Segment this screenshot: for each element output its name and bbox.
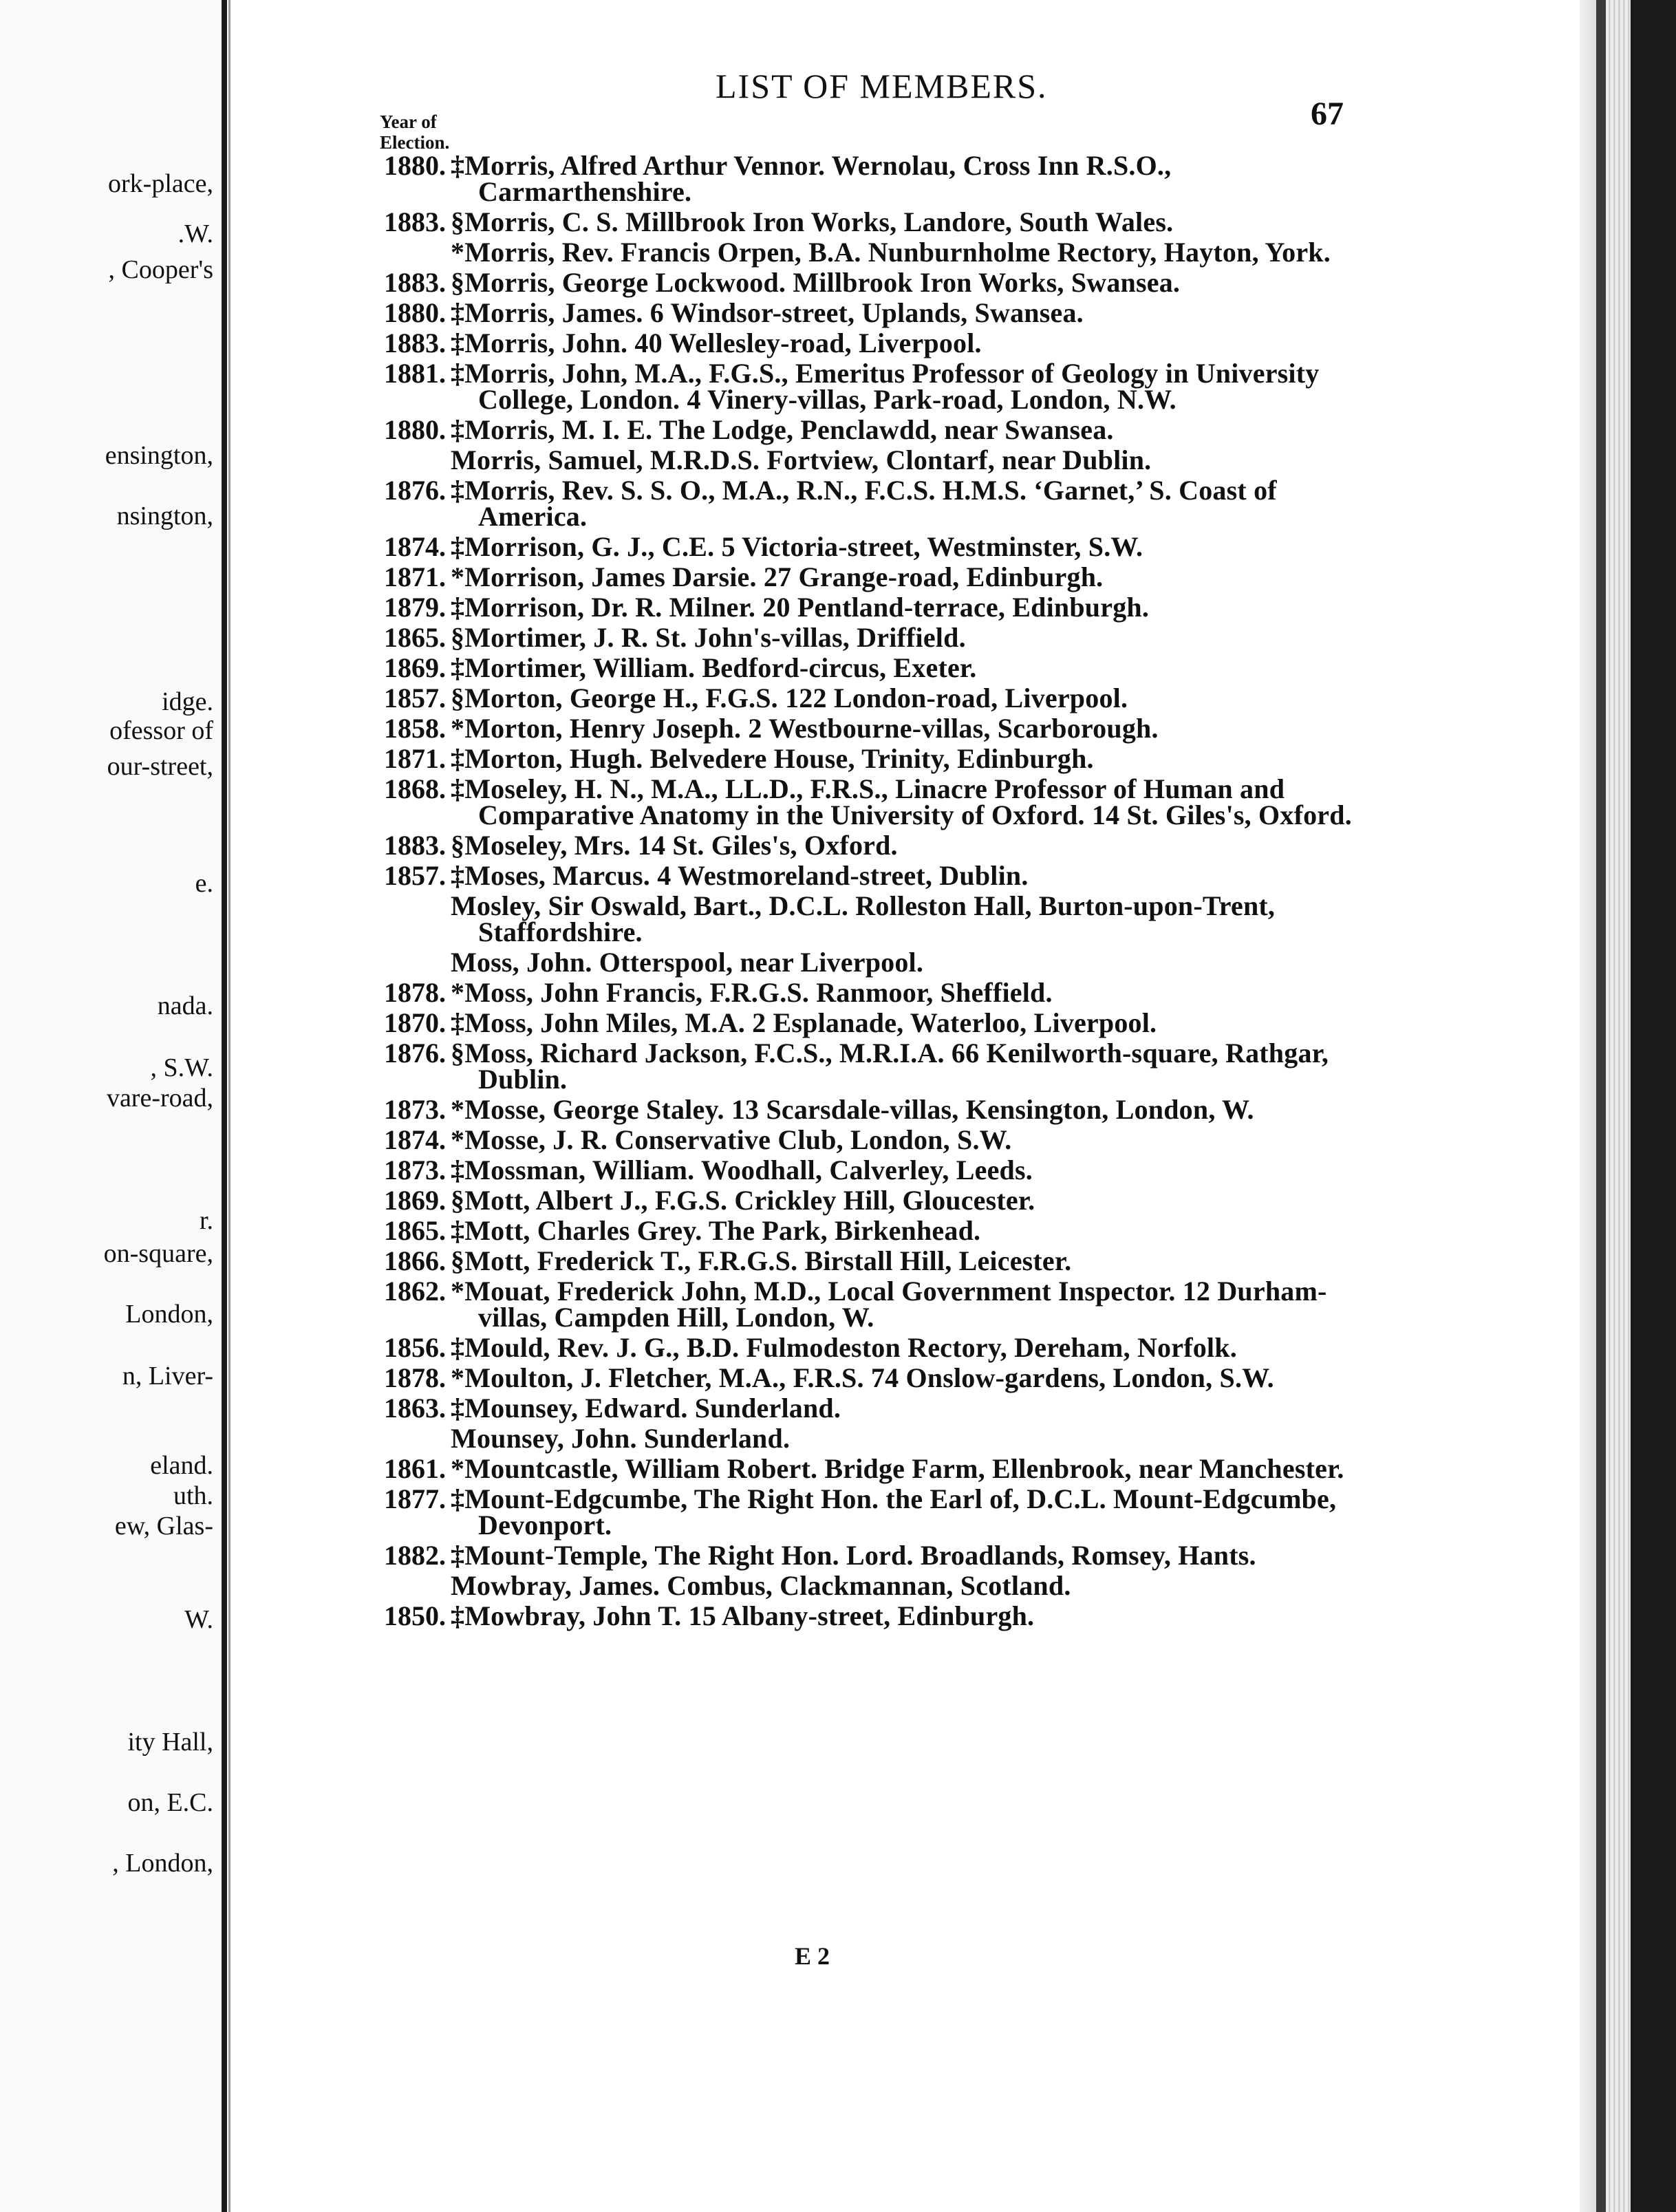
member-entry [0, 1570, 1376, 1601]
member-details: ‡Moseley, H. N., M.A., LL.D., F.R.S., Linacre Professor of Human and Comparative Anatomy in the University of Oxford. 14 St. Giles's, Oxford. [451, 773, 1352, 830]
member-entry [0, 1600, 1376, 1631]
facing-page-fragment: London, [125, 1300, 213, 1329]
member-details: ‡Morris, John, M.A., F.G.S., Emeritus Professor of Geology in University College, London. 4 Vinery-villas, Park-road, London, N.W. [451, 358, 1320, 415]
member-entry [0, 239, 1376, 266]
election-year: 1880. [384, 414, 446, 445]
member-details: ‡Morrison, G. J., C.E. 5 Victoria-street, Westminster, S.W. [451, 531, 1143, 562]
member-details: §Morton, George H., F.G.S. 122 London-road, Liverpool. [451, 683, 1128, 713]
member-entry [0, 1185, 1376, 1216]
member-entry [0, 1124, 1376, 1155]
election-year: 1863. [384, 1393, 446, 1424]
member-details: §Morris, C. S. Millbrook Iron Works, Landore, South Wales. [451, 206, 1174, 237]
facing-page-fragment: e. [195, 869, 213, 898]
member-details: ‡Mowbray, John T. 15 Albany-street, Edinburgh. [451, 1600, 1035, 1631]
election-year: 1857. [384, 683, 446, 713]
election-year: 1878. [384, 1362, 446, 1393]
facing-page-fragment: ofessor of [109, 716, 213, 745]
member-details: ‡Mould, Rev. J. G., B.D. Fulmodeston Rectory, Dereham, Norfolk. [451, 1332, 1237, 1363]
member-details: *Moulton, J. Fletcher, M.A., F.R.S. 74 Onslow-gardens, London, S.W. [451, 1362, 1274, 1393]
election-year: 1880. [384, 150, 446, 181]
election-year: 1856. [384, 1332, 446, 1363]
facing-page-fragment: nada. [157, 991, 213, 1020]
member-details: Morris, Samuel, M.R.D.S. Fortview, Clontarf, near Dublin. [451, 444, 1152, 475]
election-year: 1883. [384, 206, 446, 237]
member-details: §Moss, Richard Jackson, F.C.S., M.R.I.A. 66 Kenilworth-square, Rathgar, Dublin. [451, 1038, 1329, 1095]
member-details: ‡Mott, Charles Grey. The Park, Birkenhead. [451, 1215, 981, 1246]
member-details: ‡Morris, John. 40 Wellesley-road, Liverpool. [451, 327, 982, 358]
member-entry [0, 1157, 1376, 1183]
member-entry [0, 561, 1376, 592]
member-details: ‡Mount-Edgcumbe, The Right Hon. the Earl of, D.C.L. Mount-Edgcumbe, Devonport. [451, 1483, 1337, 1540]
page-number: 67 [1311, 96, 1344, 132]
facing-page-fragment: .W. [178, 219, 213, 248]
member-details: ‡Mortimer, William. Bedford-circus, Exeter. [451, 652, 977, 683]
member-entry [0, 1540, 1376, 1571]
member-entry [0, 594, 1376, 621]
election-year: 1873. [384, 1155, 446, 1185]
facing-page-fragment: r. [199, 1206, 213, 1235]
election-year: 1881. [384, 358, 446, 389]
member-entry [0, 1483, 1376, 1540]
facing-page-fragment: ew, Glas- [114, 1512, 213, 1540]
member-entry [0, 477, 1376, 530]
member-details: §Mott, Albert J., F.G.S. Crickley Hill, Gloucester. [451, 1185, 1035, 1216]
running-header: LIST OF MEMBERS. [716, 67, 1048, 105]
facing-page-fragment: , London, [112, 1849, 213, 1878]
member-details: *Mountcastle, William Robert. Bridge Farm, Ellenbrook, near Manchester. [451, 1453, 1344, 1484]
election-year: 1870. [384, 1007, 446, 1038]
member-details: ‡Morton, Hugh. Belvedere House, Trinity, Edinburgh. [451, 743, 1094, 774]
member-details: Mowbray, James. Combus, Clackmannan, Scotland. [451, 1570, 1071, 1601]
member-details: ‡Morris, Rev. S. S. O., M.A., R.N., F.C.S. H.M.S. ‘Garnet,’ S. Coast of America. [451, 475, 1277, 532]
member-details: Mounsey, John. Sunderland. [451, 1423, 791, 1454]
facing-page-fragment: ity Hall, [127, 1728, 213, 1757]
election-year: 1878. [384, 977, 446, 1008]
facing-page-fragment: on-square, [103, 1239, 213, 1268]
election-year: 1883. [384, 327, 446, 358]
facing-page-fragment: ork-place, [108, 169, 213, 198]
election-year: 1871. [384, 561, 446, 592]
facing-page-fragment: on, E.C. [127, 1788, 213, 1817]
year-of-election-label: Year of Election. [380, 111, 450, 153]
book-cover-edge [1631, 0, 1676, 2212]
member-details: ‡Mossman, William. Woodhall, Calverley, Leeds. [451, 1155, 1033, 1185]
member-details: Mosley, Sir Oswald, Bart., D.C.L. Rolleston Hall, Burton-upon-Trent, Staffordshire. [451, 890, 1276, 947]
member-entry [0, 1007, 1376, 1038]
facing-page-fragment: eland. [150, 1451, 213, 1480]
election-year: 1869. [384, 652, 446, 683]
member-entry [0, 890, 1376, 947]
election-year: 1866. [384, 1245, 446, 1276]
election-year: 1857. [384, 860, 446, 891]
election-year: 1879. [384, 592, 446, 623]
member-entry [0, 358, 1376, 415]
member-entry [0, 414, 1376, 445]
member-entry [0, 1215, 1376, 1246]
member-details: ‡Mount-Temple, The Right Hon. Lord. Broadlands, Romsey, Hants. [451, 1540, 1256, 1571]
member-details: ‡Morris, M. I. E. The Lodge, Penclawdd, near Swansea. [451, 414, 1114, 445]
member-entry [0, 1332, 1376, 1363]
election-year: 1877. [384, 1483, 446, 1514]
member-entry [0, 444, 1376, 475]
member-entry [0, 977, 1376, 1008]
member-details: ‡Morris, Alfred Arthur Vennor. Wernolau, Cross Inn R.S.O., Carmarthenshire. [451, 150, 1172, 207]
page-stack-edges [1606, 0, 1631, 2212]
election-year: 1858. [384, 713, 446, 744]
election-year: 1862. [384, 1276, 446, 1307]
signature-mark: E 2 [795, 1942, 830, 1970]
member-entry [0, 1453, 1376, 1484]
member-details: ‡Moss, John Miles, M.A. 2 Esplanade, Waterloo, Liverpool. [451, 1007, 1157, 1038]
member-entry [0, 1393, 1376, 1424]
member-details: §Morris, George Lockwood. Millbrook Iron Works, Swansea. [451, 267, 1181, 298]
election-year: 1871. [384, 743, 446, 774]
member-entry [0, 206, 1376, 237]
member-details: ‡Mounsey, Edward. Sunderland. [451, 1393, 841, 1424]
facing-page-fragment: idge. [162, 687, 213, 716]
election-year: 1882. [384, 1540, 446, 1571]
facing-page-fragment: , S.W. [150, 1053, 213, 1082]
member-entry [0, 773, 1376, 830]
member-details: §Mortimer, J. R. St. John's-villas, Driffield. [451, 622, 966, 653]
election-year: 1876. [384, 1038, 446, 1069]
facing-page-fragment: vare-road, [106, 1084, 213, 1113]
election-year: 1865. [384, 622, 446, 653]
election-year: 1883. [384, 830, 446, 861]
member-details: §Moseley, Mrs. 14 St. Giles's, Oxford. [451, 830, 898, 861]
member-details: *Mosse, George Staley. 13 Scarsdale-villas, Kensington, London, W. [451, 1094, 1254, 1125]
member-entry [0, 150, 1376, 207]
member-entry [0, 1362, 1376, 1393]
member-details: ‡Moses, Marcus. 4 Westmoreland-street, Dublin. [451, 860, 1029, 891]
member-entry [0, 531, 1376, 562]
member-details: *Moss, John Francis, F.R.G.S. Ranmoor, Sheffield. [451, 977, 1053, 1008]
election-year: 1869. [384, 1185, 446, 1216]
member-entry [0, 1423, 1376, 1454]
member-details: *Mouat, Frederick John, M.D., Local Government Inspector. 12 Durham-villas, Campden Hill, London, W. [451, 1276, 1327, 1333]
page-edge [1580, 0, 1596, 2212]
member-entry [0, 949, 1376, 976]
facing-page-fragment: uth. [173, 1481, 213, 1510]
member-details: *Morris, Rev. Francis Orpen, B.A. Nunburnholme Rectory, Hayton, York. [451, 237, 1331, 268]
election-year: 1850. [384, 1600, 446, 1631]
member-details: ‡Morrison, Dr. R. Milner. 20 Pentland-terrace, Edinburgh. [451, 592, 1150, 623]
member-entry [0, 1245, 1376, 1276]
facing-page-fragment: nsington, [116, 502, 213, 530]
member-details: *Morrison, James Darsie. 27 Grange-road, Edinburgh. [451, 561, 1104, 592]
facing-page-fragment: ensington, [105, 441, 213, 470]
facing-page-fragment: n, Liver- [122, 1362, 213, 1390]
election-year: 1861. [384, 1453, 446, 1484]
member-entry [0, 830, 1376, 861]
facing-page-fragment: , Cooper's [108, 255, 213, 284]
member-entry [0, 1278, 1376, 1331]
election-year: 1883. [384, 267, 446, 298]
page-edge-dark [1596, 0, 1606, 2212]
member-entry [0, 327, 1376, 358]
member-entry [0, 860, 1376, 891]
election-year: 1874. [384, 531, 446, 562]
election-year: 1873. [384, 1094, 446, 1125]
election-year: 1865. [384, 1215, 446, 1246]
member-entry [0, 1094, 1376, 1125]
member-entry [0, 652, 1376, 683]
election-year: 1874. [384, 1124, 446, 1155]
member-entry [0, 685, 1376, 711]
member-details: *Mosse, J. R. Conservative Club, London, S.W. [451, 1124, 1012, 1155]
member-entry [0, 622, 1376, 653]
member-entry [0, 743, 1376, 774]
member-entry [0, 1040, 1376, 1093]
election-year: 1876. [384, 475, 446, 506]
member-entry [0, 713, 1376, 744]
member-details: ‡Morris, James. 6 Windsor-street, Uplands, Swansea. [451, 297, 1084, 328]
member-entry [0, 297, 1376, 328]
election-year: 1868. [384, 773, 446, 804]
member-details: §Mott, Frederick T., F.R.G.S. Birstall Hill, Leicester. [451, 1245, 1072, 1276]
facing-page-fragment: our-street, [107, 752, 213, 781]
member-details: Moss, John. Otterspool, near Liverpool. [451, 947, 924, 978]
facing-page-fragment: W. [184, 1605, 213, 1634]
election-year: 1880. [384, 297, 446, 328]
member-list [0, 150, 1376, 1633]
member-details: *Morton, Henry Joseph. 2 Westbourne-villas, Scarborough. [451, 713, 1159, 744]
